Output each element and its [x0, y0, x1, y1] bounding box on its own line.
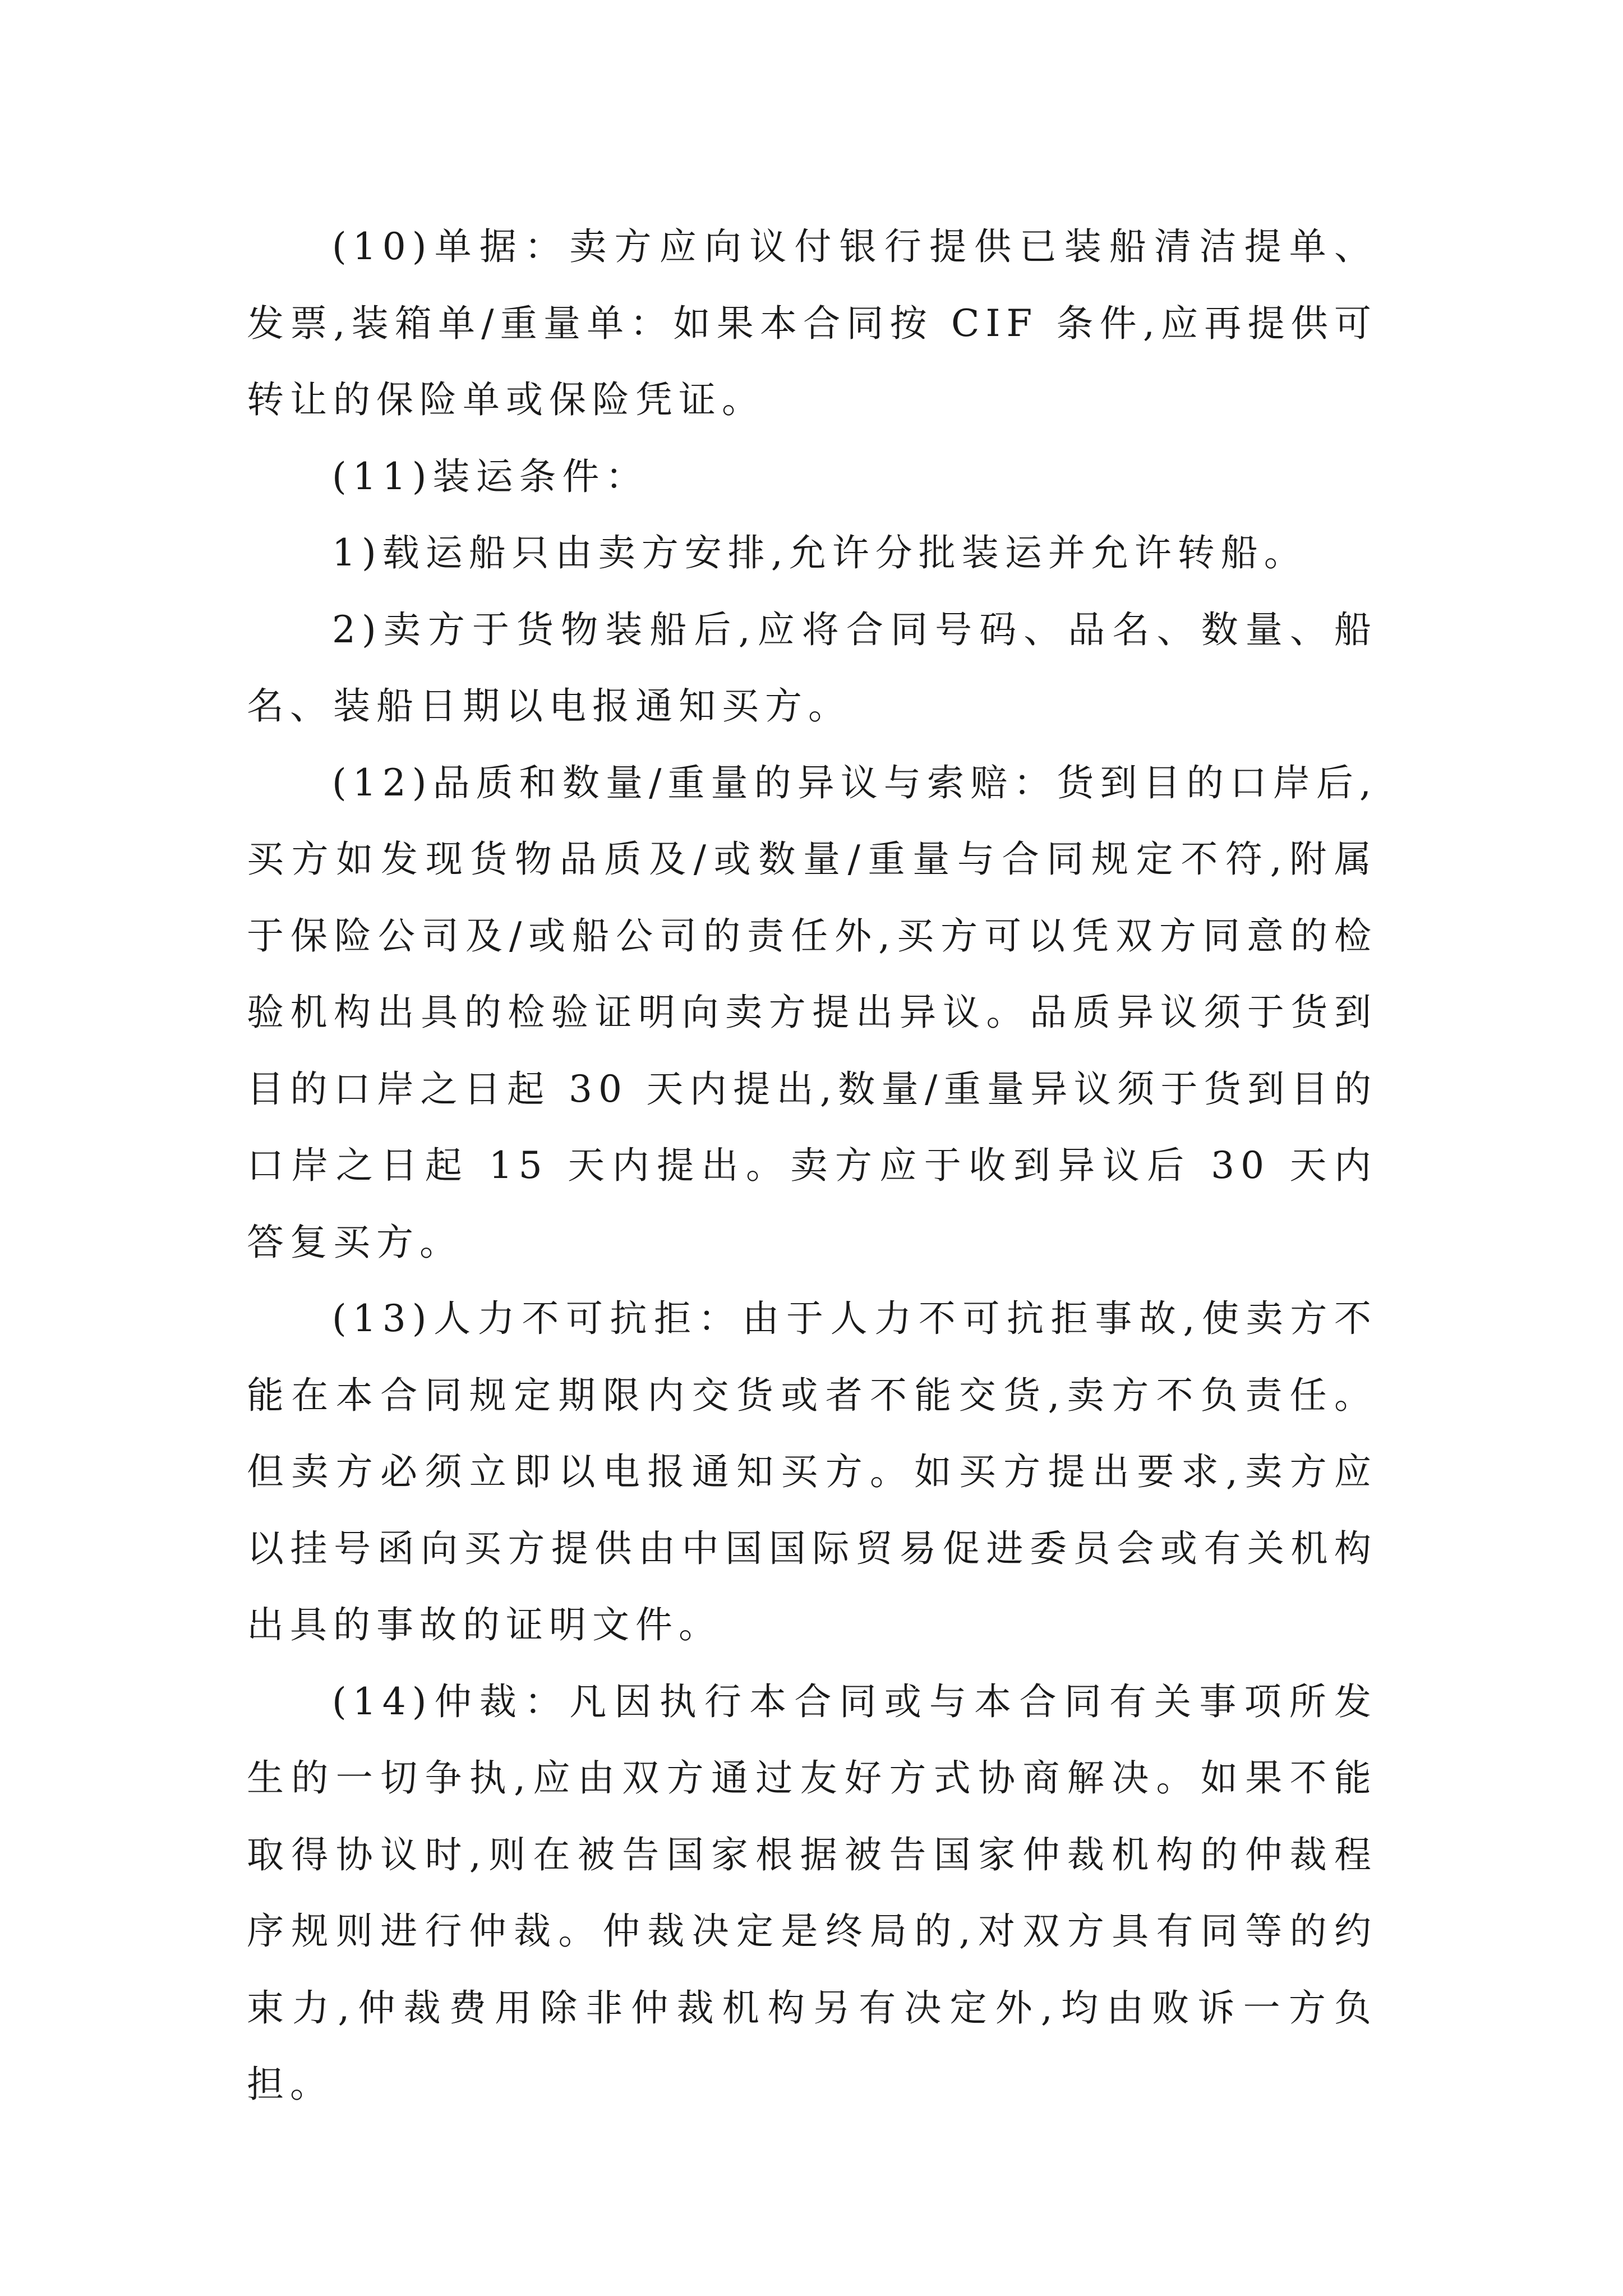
clause-12-claims: (12)品质和数量/重量的异议与索赔：货到目的口岸后,买方如发现货物品质及/或数量/重量与合同规定不符,附属于保险公司及/或船公司的责任外,买方可以凭双方同意的检验机构出具的检验证明向卖方提出异议。品质异议须于货到目的口岸之日起 30 天内提出,数量/重量异议须于货到目的口岸之日起 15 天内提出。卖方应于收到异议后 30 天内答复买方。 — [247, 761, 1377, 1264]
clause-11-shipment-heading: (11)装运条件： — [332, 454, 649, 498]
clause-11-item-1: 1)载运船只由卖方安排,允许分批装运并允许转船。 — [332, 531, 1307, 574]
document-body — [247, 209, 1377, 2123]
clause-13-force-majeure: (13)人力不可抗拒：由于人力不可抗拒事故,使卖方不能在本合同规定期限内交货或者不能交货,卖方不负责任。但卖方必须立即以电报通知买方。如买方提出要求,卖方应以挂号函向买方提供由中国国际贸易促进委员会或有关机构出具的事故的证明文件。 — [247, 1297, 1377, 1646]
clause-11-item-2: 2)卖方于货物装船后,应将合同号码、品名、数量、船名、装船日期以电报通知买方。 — [247, 608, 1377, 728]
clause-10-documents: (10)单据：卖方应向议付银行提供已装船清洁提单、发票,装箱单/重量单：如果本合同按 CIF 条件,应再提供可转让的保险单或保险凭证。 — [247, 225, 1377, 421]
clause-14-arbitration: (14)仲裁：凡因执行本合同或与本合同有关事项所发生的一切争执,应由双方通过友好方式协商解决。如果不能取得协议时,则在被告国家根据被告国家仲裁机构的仲裁程序规则进行仲裁。仲裁决定是终局的,对双方具有同等的约束力,仲裁费用除非仲裁机构另有决定外,均由败诉一方负担。 — [247, 1680, 1377, 2106]
